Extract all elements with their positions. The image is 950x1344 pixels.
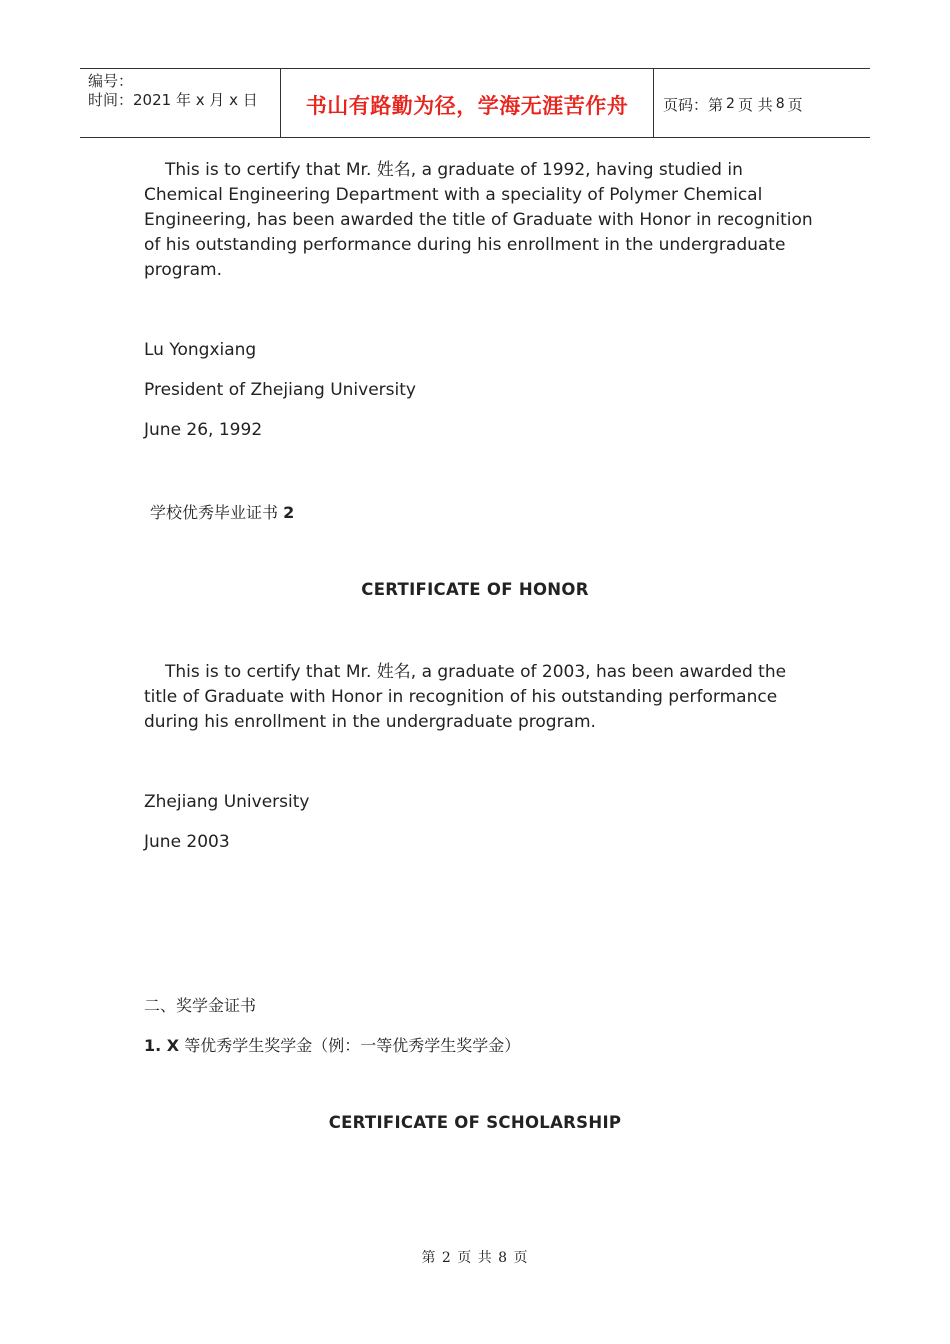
section2-heading: 学校优秀毕业证书 2 (150, 503, 295, 522)
page-footer: 第 2 页 共 8 页 (421, 1250, 529, 1266)
cert2-title: CERTIFICATE OF HONOR (361, 580, 589, 599)
page-header (80, 68, 870, 138)
page-end: 页 (787, 95, 803, 114)
cert2-date: June 2003 (144, 832, 230, 852)
page-current: 2 (726, 96, 735, 112)
number-label: 编号： (88, 72, 134, 90)
time-value: 2021 年 x 月 x 日 (133, 91, 258, 109)
name-placeholder: 姓名 (376, 662, 411, 682)
page-label: 页码：第 (663, 95, 724, 114)
cert1-signer-title: President of Zhejiang University (144, 380, 416, 400)
time-line (88, 91, 280, 110)
cert2-issuer: Zhejiang University (144, 792, 310, 812)
header-page-cell (654, 69, 870, 137)
cert2-paragraph: This is to certify that Mr. 姓名, a graduate of 2003, has been awarded the title of Graduate with Honor in recognition of his outstanding performance during his enrollment in the undergraduate program. (144, 662, 787, 732)
scholarship-title: CERTIFICATE OF SCHOLARSHIP (328, 1113, 622, 1132)
name-placeholder: 姓名 (376, 160, 411, 180)
cert1-paragraph: This is to certify that Mr. 姓名, a graduate of 1992, having studied in Chemical Engineering Department with a speciality of Polymer Chemical Engineering, has been awarded the title of Graduate with Honor in recognition of his outstanding performance during his enrollment in the undergraduate program. (144, 160, 813, 280)
scholarship-section-heading: 二、奖学金证书 (144, 996, 257, 1015)
time-label: 时间： (88, 91, 134, 109)
header-motto-cell (281, 69, 654, 137)
cert1-date: June 26, 1992 (144, 420, 263, 440)
header-meta-cell (80, 69, 281, 137)
header-motto: 书山有路勤为径，学海无涯苦作舟 (305, 94, 629, 118)
cert1-signer: Lu Yongxiang (144, 340, 257, 360)
page-mid: 页 共 (737, 95, 773, 114)
page-total: 8 (775, 96, 785, 112)
scholarship-item-heading: 1. X 等优秀学生奖学金（例：一等优秀学生奖学金） (144, 1036, 521, 1055)
